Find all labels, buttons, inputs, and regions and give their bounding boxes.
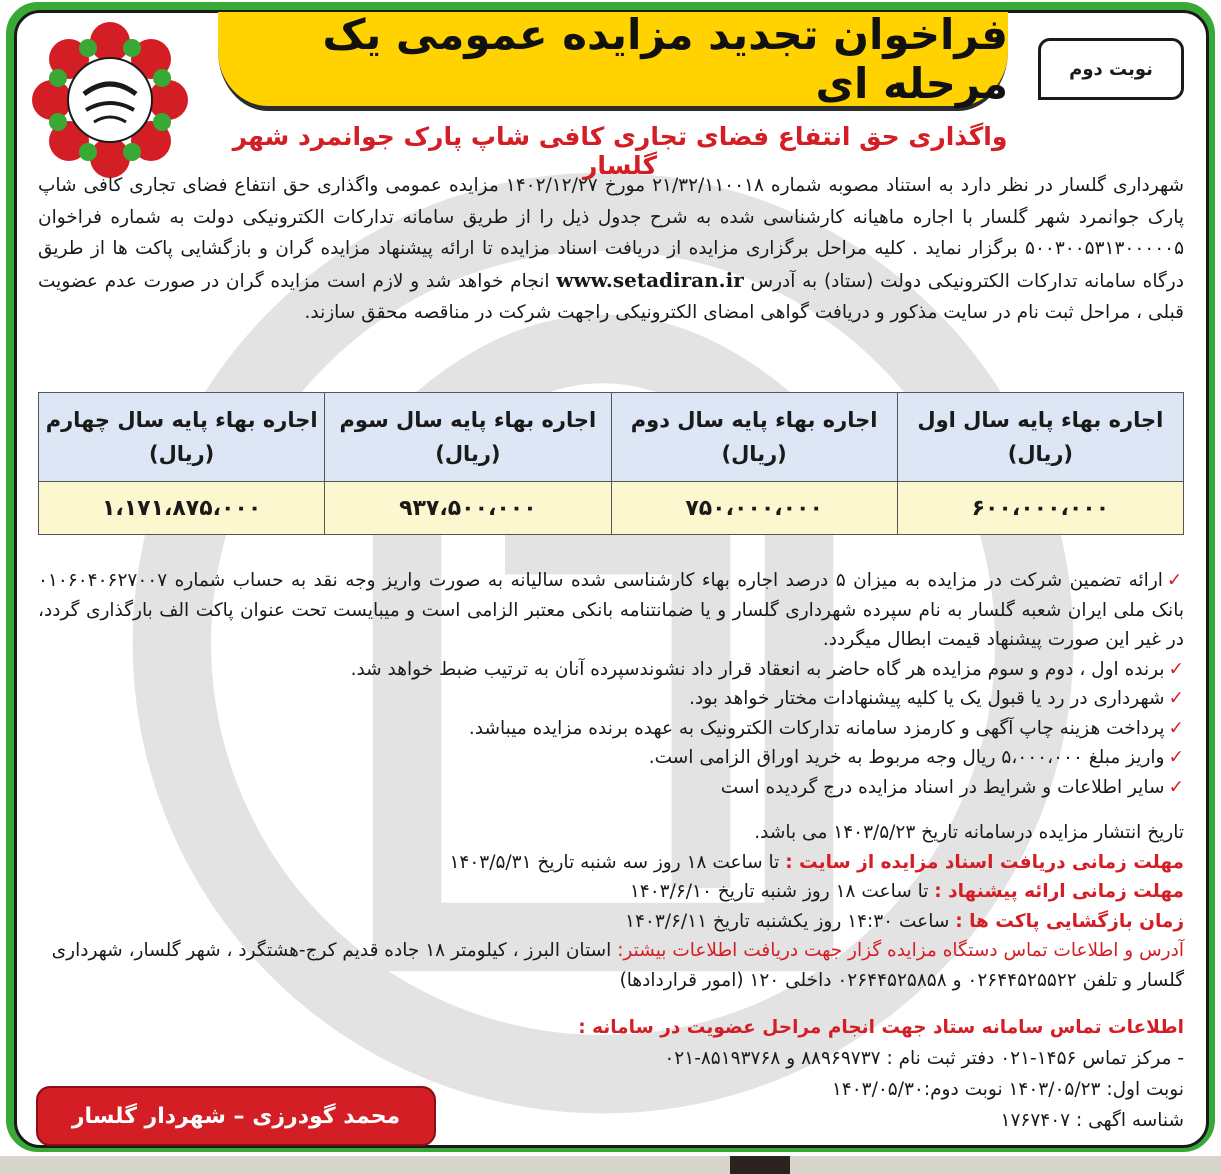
value-year-2: ۷۵۰،۰۰۰،۰۰۰ (611, 482, 897, 535)
condition-item: ✓ارائه تضمین شرکت در مزایده به میزان ۵ درصد اجاره بهاء کارشناسی شده سالیانه به صورت واریز وجه نقد به حساب شماره ۰۱۰۶۰۴۰۶۲۷۰۰۷ بانک ملی ایران شعبه گلسار به نام سپرده شهرداری گلسار و یا ضمانتنامه بانکی معتبر الزامی است و میبایست تحت عنوان پاکت الف بارگذاری گردد، در غیر این صورت پیشنهاد قیمت ابطال میگردد. (38, 570, 1184, 650)
intro-text-after: انجام خواهد شد و لازم است مزایده گران در صورت عدم عضویت قبلی ، مراحل ثبت نام در سایت مذکور و دریافت گواهی امضای الکترونیکی راجهت شرکت در مناقصه محقق سازند. (38, 270, 1184, 323)
title-banner (218, 12, 1008, 111)
bottom-photo-strip (0, 1156, 1221, 1174)
page-title: فراخوان تجدید مزایده عمومی یک مرحله ای (322, 10, 1008, 108)
publish-rounds: نوبت اول: ۱۴۰۳/۰۵/۲۳ نوبت دوم:۱۴۰۳/۰۵/۳۰ (831, 1079, 1184, 1100)
intro-text: شهرداری گلسار در نظر دارد به استناد مصوبه شماره ۲۱/۳۲/۱۱۰۰۱۸ مورخ ۱۴۰۲/۱۲/۲۷ مزایده عمومی واگذاری حق انتفاع فضای تجاری کافی شاپ پارک جوانمرد شهر گلسار با اجاره ماهیانه کارشناسی شده به شرح جدول ذیل را از طریق سامانه تدارکات الکترونیکی دولت به شماره فراخوان ۵۰۰۳۰۰۵۳۱۳۰۰۰۰۰۵ برگزار نماید . کلیه مراحل برگزاری مزایده از دریافت اسناد مزایده تا ارائه پیشنهاد مزایده گران و بازگشایی پاکت ها از طریق درگاه سامانه تدارکات الکترونیکی دولت (ستاد) به آدرس (38, 175, 1184, 292)
check-icon: ✓ (1166, 570, 1184, 591)
condition-item: ✓واریز مبلغ ۵،۰۰۰،۰۰۰ ریال وجه مربوط به خرید اوراق الزامی است. (648, 747, 1184, 768)
subtitle: واگذاری حق انتفاع فضای تجاری کافی شاپ پارک جوانمرد شهر گلسار (232, 122, 1008, 180)
contact-info: آدرس و اطلاعات تماس دستگاه مزایده گزار جهت دریافت اطلاعات بیشتر: استان البرز ، کیلومتر ۱۸ جاده قدیم کرج-هشتگرد ، شهر گلسار، شهرداری گلسار و تلفن ۰۲۶۴۴۵۲۵۵۲۲ و ۰۲۶۴۴۵۲۵۸۵۸ داخلی ۱۲۰ (امور قراردادها) (51, 940, 1184, 991)
header-year-1: اجاره بهاء پایه سال اول (ریال) (897, 393, 1183, 482)
condition-item: ✓شهرداری در رد یا قبول یک یا کلیه پیشنهادات مختار خواهد بود. (689, 688, 1184, 709)
value-year-4: ۱،۱۷۱،۸۷۵،۰۰۰ (39, 482, 325, 535)
condition-item: ✓پرداخت هزینه چاپ آگهی و کارمزد سامانه تدارکات الکترونیک به عهده برنده مزایده میباشد. (468, 717, 1184, 739)
header-year-2: اجاره بهاء پایه سال دوم (ریال) (611, 393, 897, 482)
conditions-list (38, 566, 1184, 802)
header-year-3: اجاره بهاء پایه سال سوم (ریال) (325, 393, 611, 482)
ad-id: شناسه اگهی : ۱۷۶۷۴۰۷ (1000, 1110, 1184, 1131)
value-year-1: ۶۰۰،۰۰۰،۰۰۰ (897, 482, 1183, 535)
rates-header-row (39, 393, 1184, 482)
deadlines-section (38, 818, 1184, 995)
condition-item: ✓سایر اطلاعات و شرایط در اسناد مزایده درج گردیده است (720, 776, 1184, 798)
header-year-4: اجاره بهاء پایه سال چهارم (ریال) (39, 393, 325, 482)
round-badge: نوبت دوم (1038, 38, 1184, 100)
deadline-documents: مهلت زمانی دریافت اسناد مزایده از سایت : تا ساعت ۱۸ روز سه شنبه تاریخ ۱۴۰۳/۵/۳۱ (449, 851, 1184, 873)
setad-contact-line: - مرکز تماس ۱۴۵۶-۰۲۱ دفتر ثبت نام : ۸۸۹۶۹۷۳۷ و ۸۵۱۹۳۷۶۸-۰۲۱ (664, 1048, 1184, 1069)
value-year-3: ۹۳۷،۵۰۰،۰۰۰ (325, 482, 611, 535)
check-icon: ✓ (1168, 658, 1184, 680)
deadline-opening: زمان بازگشایی پاکت ها : ساعت ۱۴:۳۰ روز یکشنبه تاریخ ۱۴۰۳/۶/۱۱ (625, 910, 1184, 932)
setad-label: اطلاعات تماس سامانه ستاد جهت انجام مراحل عضویت در سامانه : (578, 1017, 1184, 1038)
intro-paragraph (38, 170, 1184, 329)
condition-item: ✓برنده اول ، دوم و سوم مزایده هر گاه حاضر به انعقاد قرار داد نشوندسپرده آنان به ترتیب ضبط خواهد شد. (350, 658, 1184, 680)
check-icon: ✓ (1168, 717, 1184, 739)
publish-date: تاریخ انتشار مزایده درسامانه تاریخ ۱۴۰۳/۵/۲۳ می باشد. (754, 822, 1184, 843)
check-icon: ✓ (1168, 747, 1184, 768)
deadline-proposal: مهلت زمانی ارائه پیشنهاد : تا ساعت ۱۸ روز شنبه تاریخ ۱۴۰۳/۶/۱۰ (629, 881, 1184, 902)
municipality-logo (26, 20, 194, 180)
check-icon: ✓ (1168, 688, 1184, 709)
rates-table (38, 392, 1184, 535)
check-icon: ✓ (1168, 776, 1184, 798)
setad-url-link[interactable]: www.setadiran.ir (556, 267, 744, 292)
mayor-signature-box: محمد گودرزی – شهردار گلسار (36, 1086, 436, 1146)
rates-value-row (39, 482, 1184, 535)
